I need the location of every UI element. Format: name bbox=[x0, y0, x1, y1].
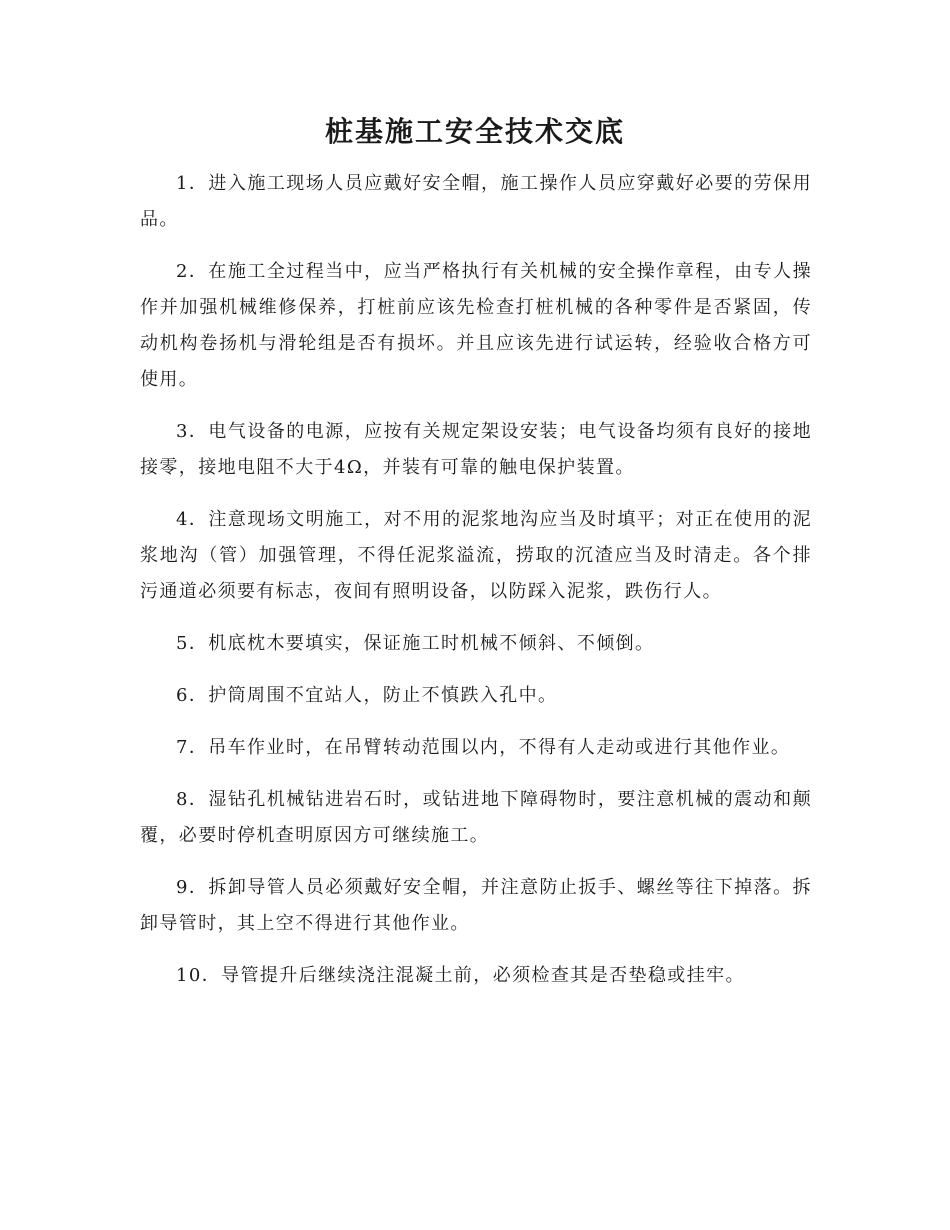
paragraph-4: 4．注意现场文明施工，对不用的泥浆地沟应当及时填平；对正在使用的泥浆地沟（管）加强管理，不得任泥浆溢流，捞取的沉渣应当及时清走。各个排污通道必须要有标志，夜间有照明设备，以防踩入泥浆，跌伤行人。 bbox=[140, 509, 812, 602]
paragraph-1: 1．进入施工现场人员应戴好安全帽，施工操作人员应穿戴好必要的劳保用品。 bbox=[140, 173, 812, 230]
paragraph-7: 7．吊车作业时，在吊臂转动范围以内，不得有人走动或进行其他作业。 bbox=[176, 737, 791, 758]
paragraph-8: 8．湿钻孔机械钻进岩石时，或钻进地下障碍物时，要注意机械的震动和颠覆，必要时停机查明原因方可继续施工。 bbox=[140, 789, 812, 846]
paragraph-3: 3．电气设备的电源，应按有关规定架设安装；电气设备均须有良好的接地接零，接地电阻不大于4Ω，并装有可靠的触电保护装置。 bbox=[140, 421, 812, 478]
paragraph-10: 10．导管提升后继续浇注混凝土前，必须检查其是否垫稳或挂牢。 bbox=[176, 965, 745, 986]
document-body bbox=[140, 166, 812, 1010]
paragraph-5: 5．机底枕木要填实，保证施工时机械不倾斜、不倾倒。 bbox=[176, 633, 655, 654]
paragraph-6: 6．护筒周围不宜站人，防止不慎跌入孔中。 bbox=[176, 685, 558, 706]
document-title: 桩基施工安全技术交底 bbox=[324, 115, 625, 148]
paragraph-2: 2．在施工全过程当中，应当严格执行有关机械的安全操作章程，由专人操作并加强机械维修保养，打桩前应该先检查打桩机械的各种零件是否紧固，传动机构卷扬机与滑轮组是否有损坏。并且应该先进行试运转，经验收合格方可使用。 bbox=[140, 261, 812, 390]
paragraph-9: 9．拆卸导管人员必须戴好安全帽，并注意防止扳手、螺丝等往下掉落。拆卸导管时，其上空不得进行其他作业。 bbox=[140, 877, 812, 934]
